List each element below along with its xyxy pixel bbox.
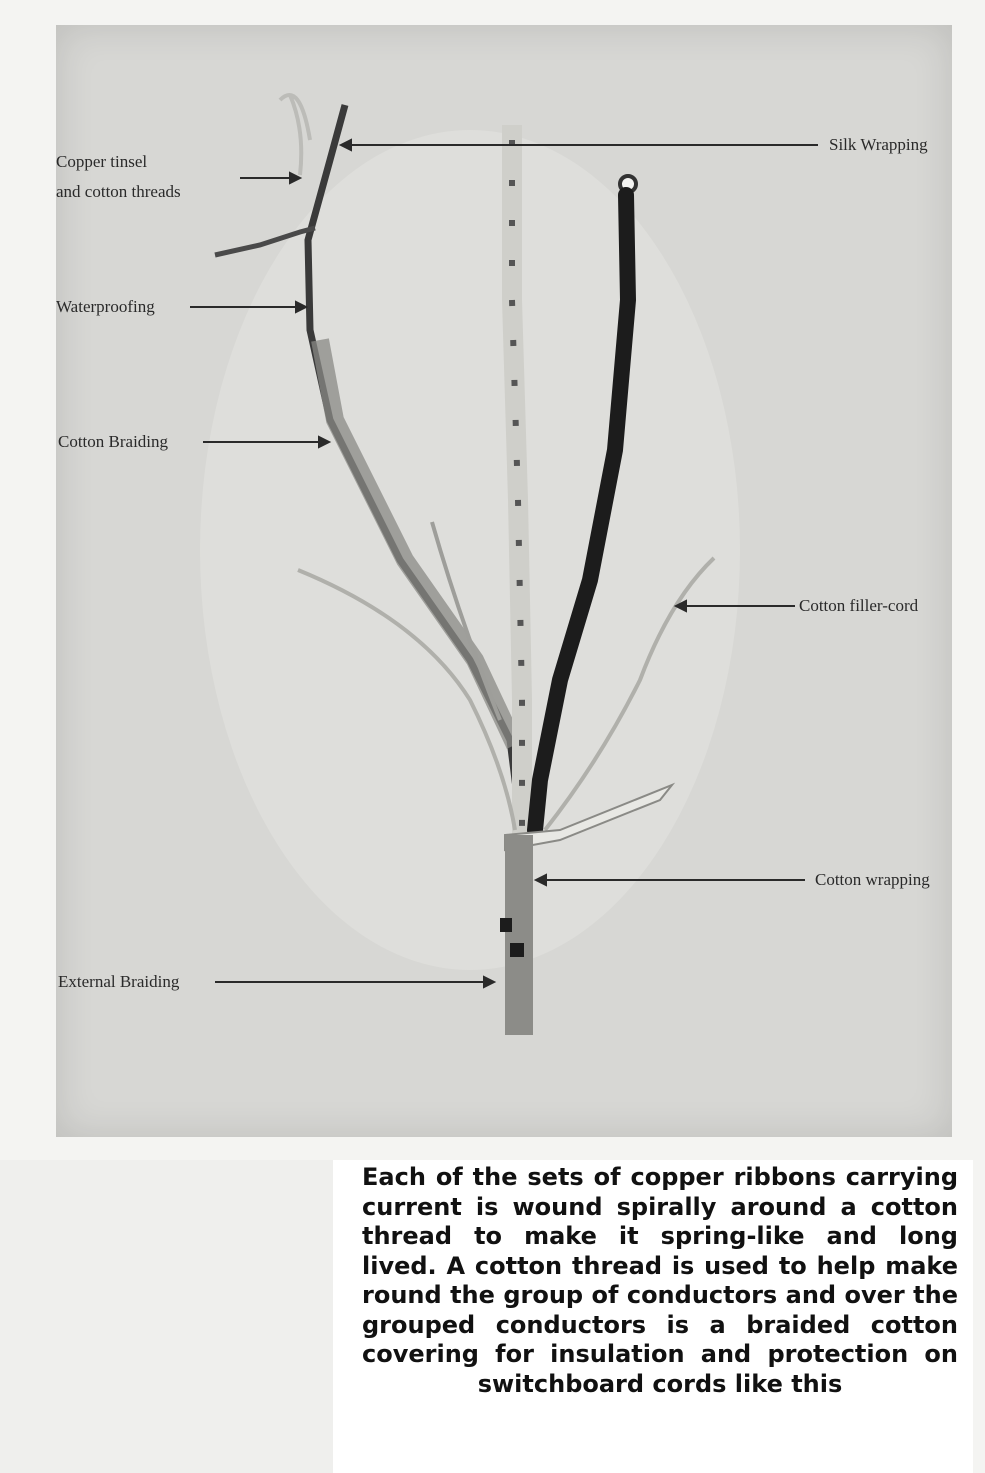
label-cotton-filler-cord: Cotton filler-cord (799, 596, 919, 615)
external-braiding-mark-2 (510, 943, 524, 957)
external-braiding-mark-1 (500, 918, 512, 932)
label-silk-wrapping: Silk Wrapping (829, 135, 928, 154)
cotton-thread-tuft (280, 95, 310, 175)
photo-shadow (200, 130, 740, 970)
label-waterproofing: Waterproofing (56, 297, 155, 316)
label-external-braiding: External Braiding (58, 972, 180, 991)
external-braiding (505, 835, 533, 1035)
figure-caption: Each of the sets of copper ribbons carrying current is wound spirally around a cotton thread to make it spring-like and long lived. A cotton thread is used to help make round the group of conductors and over the grouped conductors is a braided cotton covering for insulation and protection on switchboard cords like this (362, 1163, 958, 1398)
label-cotton-wrapping: Cotton wrapping (815, 870, 930, 889)
label-cotton-braiding: Cotton Braiding (58, 432, 169, 451)
label-copper-tinsel: Copper tinsel and cotton threads (56, 152, 181, 201)
